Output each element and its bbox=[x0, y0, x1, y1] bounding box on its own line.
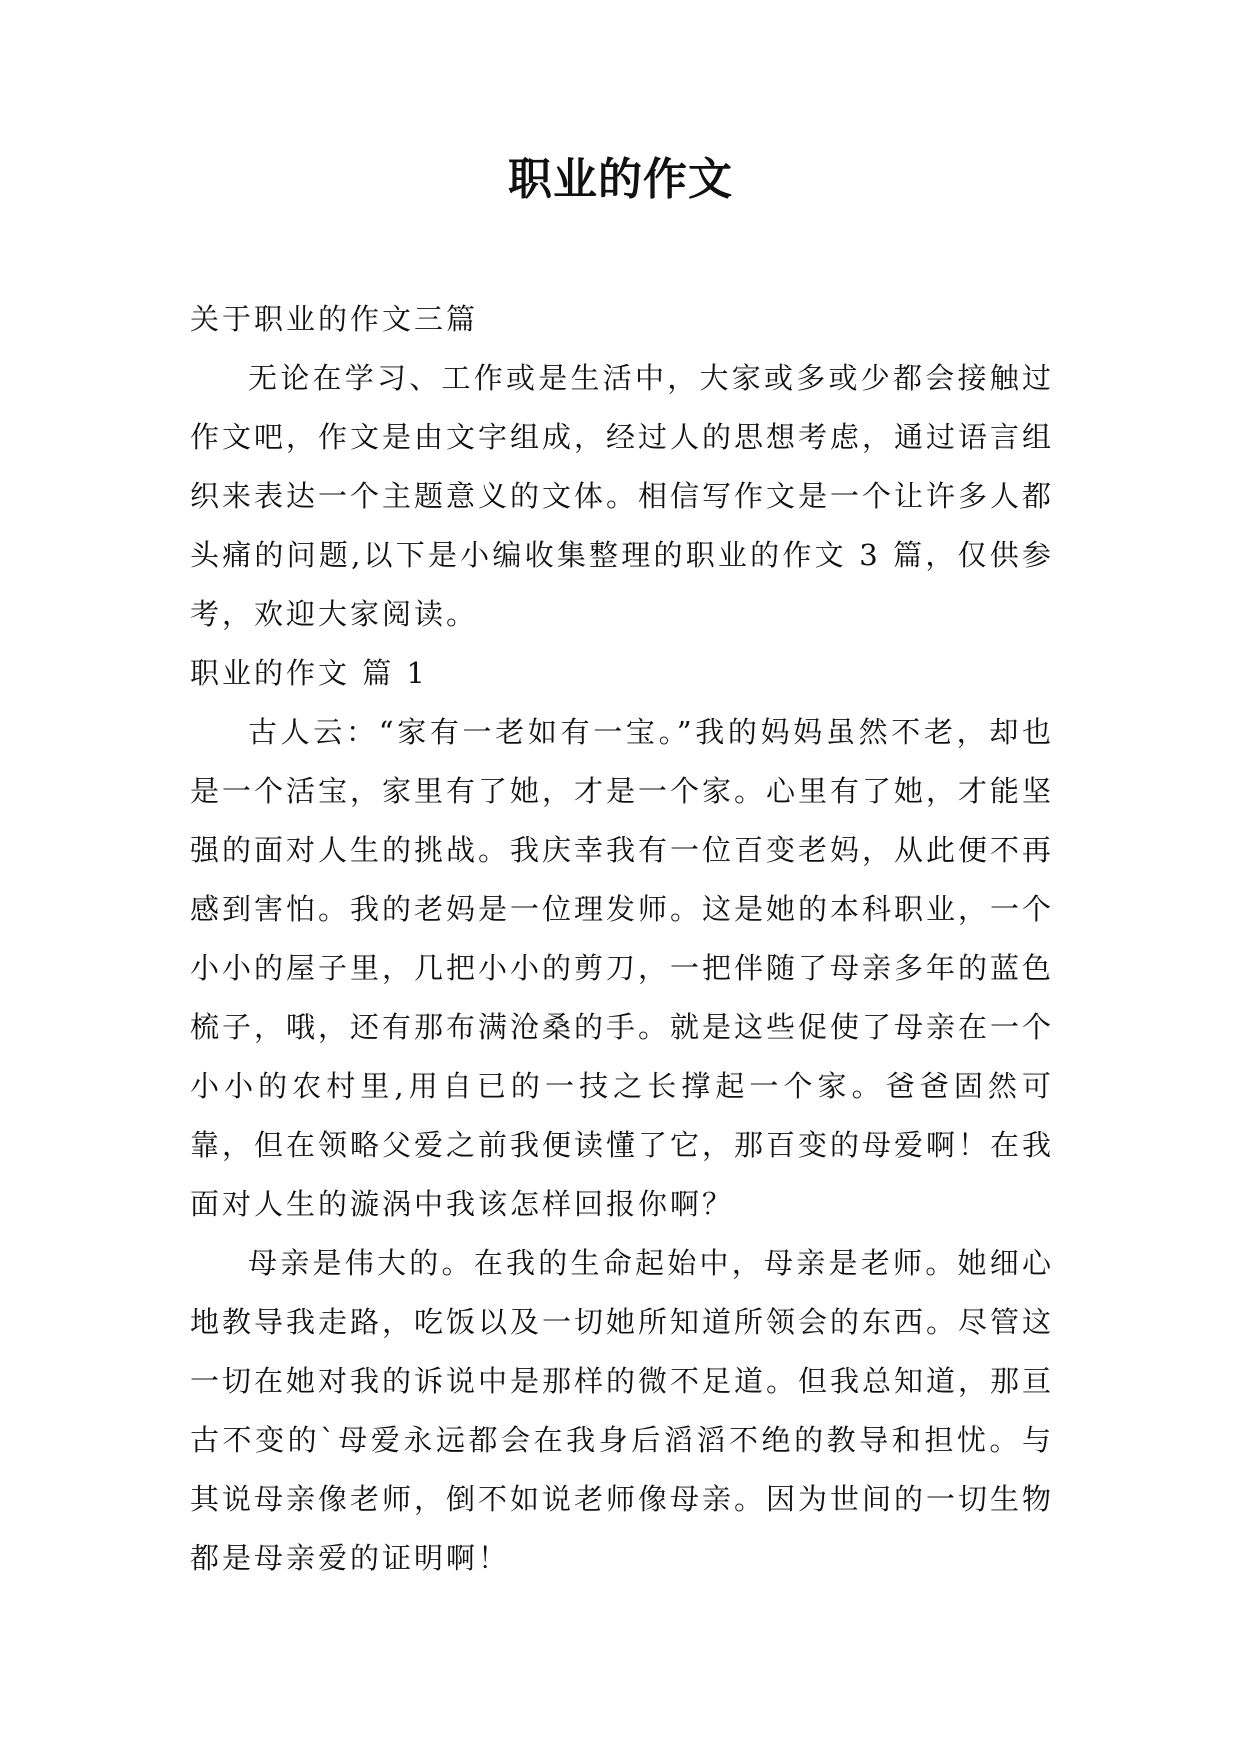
document-body bbox=[190, 290, 1054, 1588]
intro-paragraph: 无论在学习、工作或是生活中，大家或多或少都会接触过作文吧，作文是由文字组成，经过人的思想考虑，通过语言组织来表达一个主题意义的文体。相信写作文是一个让许多人都头痛的问题,以下是小编收集整理的职业的作文 3 篇，仅供参考，欢迎大家阅读。 bbox=[190, 361, 1055, 631]
body-paragraph: 母亲是伟大的。在我的生命起始中，母亲是老师。她细心地教导我走路，吃饭以及一切她所知道所领会的东西。尽管这一切在她对我的诉说中是那样的微不足道。但我总知道，那亘古不变的`母爱永远都会在我身后滔滔不绝的教导和担忧。与其说母亲像老师，倒不如说老师像母亲。因为世间的一切生物都是母亲爱的证明啊！ bbox=[190, 1246, 1055, 1575]
document-subtitle: 关于职业的作文三篇 bbox=[190, 302, 479, 336]
body-paragraph: 古人云：“家有一老如有一宝。”我的妈妈虽然不老，却也是一个活宝，家里有了她，才是一个家。心里有了她，才能坚强的面对人生的挑战。我庆幸我有一位百变老妈，从此便不再感到害怕。我的老妈是一位理发师。这是她的本科职业，一个小小的屋子里，几把小小的剪刀，一把伴随了母亲多年的蓝色梳子，哦，还有那布满沧桑的手。就是这些促使了母亲在一个小小的农村里,用自已的一技之长撑起一个家。爸爸固然可靠，但在领略父爱之前我便读懂了它，那百变的母爱啊！在我面对人生的漩涡中我该怎样回报你啊？ bbox=[190, 715, 1055, 1221]
section-heading: 职业的作文 篇 1 bbox=[190, 656, 428, 690]
page-title: 职业的作文 bbox=[508, 154, 733, 205]
